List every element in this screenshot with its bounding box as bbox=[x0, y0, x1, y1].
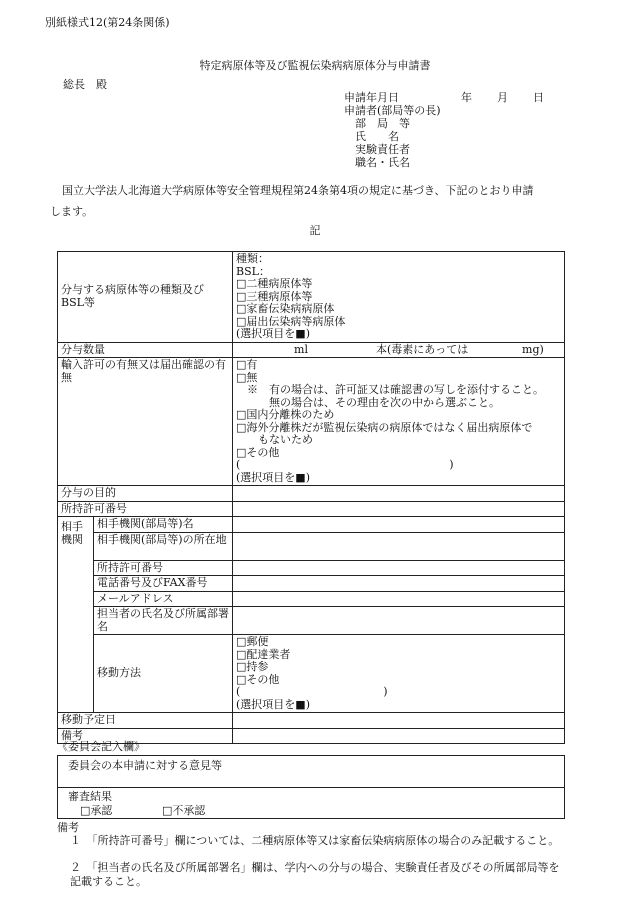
checkbox-notifiable[interactable]: □届出伝染病等病原体 bbox=[236, 314, 346, 328]
date-day-label: 日 bbox=[533, 91, 544, 104]
application-table bbox=[57, 251, 565, 744]
checkbox-class2[interactable]: □二種病原体等 bbox=[236, 277, 313, 290]
type-field-line: 種類： bbox=[236, 252, 270, 265]
remarks-field[interactable] bbox=[233, 728, 565, 744]
checkbox-transport-other[interactable]: □その他 bbox=[236, 672, 280, 686]
partner-address-label: 相手機関(部局等)の所在地 bbox=[94, 532, 233, 560]
note-2 bbox=[70, 861, 564, 889]
result-label: 審査結果 bbox=[68, 790, 112, 803]
checkbox-yes[interactable]: □有 bbox=[236, 358, 258, 371]
transport-field[interactable] bbox=[233, 635, 565, 713]
other-reason-field[interactable]: ( ) bbox=[236, 458, 454, 471]
row-pathogen-type bbox=[58, 252, 565, 343]
bsl-field-line: BSL： bbox=[236, 264, 270, 278]
application-date-label: 申請年月日 bbox=[344, 91, 399, 104]
committee-opinion-label: 委員会の本申請に対する意見等 bbox=[68, 759, 222, 772]
move-date-label: 移動予定日 bbox=[58, 713, 233, 729]
partner-name-label: 相手機関(部局等)名 bbox=[94, 517, 233, 533]
permit-note-1: ※ 有の場合は、許可証又は確認書の写しを添付すること。 bbox=[236, 383, 545, 396]
overseas-cont: もないため bbox=[236, 433, 314, 446]
ki-marker: 記 bbox=[309, 224, 321, 237]
transport-other-field[interactable]: ( ) bbox=[236, 685, 388, 698]
intro-line-1: 国立大学法人北海道大学病原体等安全管理規程第24条第4項の規定に基づき、下記のとおり申請 bbox=[62, 184, 534, 197]
pathogen-type-label: 分与する病原体等の種類及び BSL等 bbox=[58, 252, 233, 343]
date-month-label: 月 bbox=[497, 91, 508, 104]
partner-name-field[interactable] bbox=[233, 517, 565, 533]
remarks-label: 備考 bbox=[58, 728, 233, 744]
row-partner-address bbox=[58, 532, 565, 560]
row-purpose bbox=[58, 486, 565, 502]
pathogen-type-field[interactable] bbox=[233, 252, 565, 343]
partner-group-label: 相手機関 bbox=[58, 517, 94, 713]
checkbox-class3[interactable]: □三種病原体等 bbox=[236, 289, 313, 303]
applicant-label: 申請者(部局等の長) bbox=[344, 104, 441, 117]
checkbox-domestic[interactable]: □国内分離株のため bbox=[236, 408, 335, 421]
select-note: (選択項目を■) bbox=[236, 697, 310, 711]
date-year-label: 年 bbox=[461, 91, 472, 104]
department-label: 部 局 等 bbox=[355, 117, 410, 130]
purpose-label: 分与の目的 bbox=[58, 486, 233, 502]
purpose-field[interactable] bbox=[233, 486, 565, 502]
committee-result-box bbox=[57, 788, 565, 819]
partner-address-field[interactable] bbox=[233, 532, 565, 560]
partner-license-label: 所持許可番号 bbox=[94, 560, 233, 576]
quantity-label: 分与数量 bbox=[58, 342, 233, 358]
partner-phone-label: 電話番号及びFAX番号 bbox=[94, 576, 233, 592]
partner-license-field[interactable] bbox=[233, 560, 565, 576]
license-label: 所持許可番号 bbox=[58, 501, 233, 517]
unit-ml: ml bbox=[294, 342, 308, 356]
name-label: 氏 名 bbox=[355, 130, 399, 143]
row-partner-email bbox=[58, 591, 565, 607]
checkbox-overseas[interactable]: □海外分離株だが監視伝染病の病原体ではなく届出病原体で bbox=[236, 420, 533, 434]
checkbox-mail[interactable]: □郵便 bbox=[236, 635, 269, 648]
note-2-text: ２ 「担当者の氏名及び所属部署名」欄は、学内への分与の場合、実験責任者及びその所属部局等を記載すること。 bbox=[70, 861, 560, 888]
row-quantity bbox=[58, 342, 565, 358]
quantity-field[interactable] bbox=[233, 342, 565, 358]
unit-pieces: 本(毒素にあっては bbox=[376, 342, 469, 356]
form-reference: 別紙様式12(第24条関係) bbox=[45, 16, 170, 29]
checkbox-courier[interactable]: □配達業者 bbox=[236, 647, 291, 661]
checkbox-approve[interactable]: □承認 bbox=[80, 804, 113, 817]
checkbox-handcarry[interactable]: □持参 bbox=[236, 660, 269, 673]
page-title: 特定病原体等及び監視伝染病病原体分与申請書 bbox=[199, 59, 431, 72]
partner-phone-field[interactable] bbox=[233, 576, 565, 592]
note-1 bbox=[70, 834, 564, 848]
note-1-text: １ 「所持許可番号」欄については、二種病原体等又は家畜伝染病病原体の場合のみ記載すること。 bbox=[70, 834, 560, 847]
partner-contact-label: 担当者の氏名及び所属部署名 bbox=[94, 607, 233, 635]
partner-email-field[interactable] bbox=[233, 591, 565, 607]
row-transport bbox=[58, 635, 565, 713]
row-license bbox=[58, 501, 565, 517]
permit-note-2: 無の場合は、その理由を次の中から選ぶこと。 bbox=[236, 395, 501, 409]
title-name-label: 職名・氏名 bbox=[355, 156, 410, 169]
select-note: (選択項目を■) bbox=[236, 327, 310, 340]
addressee: 総長 殿 bbox=[63, 78, 107, 91]
experiment-lead-label: 実験責任者 bbox=[355, 143, 410, 156]
import-permit-field[interactable] bbox=[233, 358, 565, 486]
committee-opinion-box[interactable] bbox=[57, 755, 565, 788]
checkbox-no[interactable]: □無 bbox=[236, 370, 258, 384]
committee-heading: 《委員会記入欄》 bbox=[57, 740, 145, 753]
row-partner-phone bbox=[58, 576, 565, 592]
move-date-field[interactable] bbox=[233, 713, 565, 729]
import-permit-label: 輸入許可の有無又は届出確認の有無 bbox=[58, 358, 233, 486]
notes-heading: 備考 bbox=[57, 821, 79, 834]
row-partner-contact bbox=[58, 607, 565, 635]
partner-contact-field[interactable] bbox=[233, 607, 565, 635]
unit-mg: mg) bbox=[522, 342, 544, 356]
checkbox-reject[interactable]: □不承認 bbox=[162, 804, 206, 817]
checkbox-other[interactable]: □その他 bbox=[236, 445, 280, 459]
partner-email-label: メールアドレス bbox=[94, 591, 233, 607]
select-note: (選択項目を■) bbox=[236, 470, 310, 484]
intro-line-2: します。 bbox=[50, 205, 94, 218]
transport-label: 移動方法 bbox=[94, 635, 233, 713]
row-partner-license bbox=[58, 560, 565, 576]
row-partner-name bbox=[58, 517, 565, 533]
checkbox-livestock[interactable]: □家畜伝染病病原体 bbox=[236, 302, 335, 315]
row-import-permit bbox=[58, 358, 565, 486]
license-field[interactable] bbox=[233, 501, 565, 517]
row-move-date bbox=[58, 713, 565, 729]
